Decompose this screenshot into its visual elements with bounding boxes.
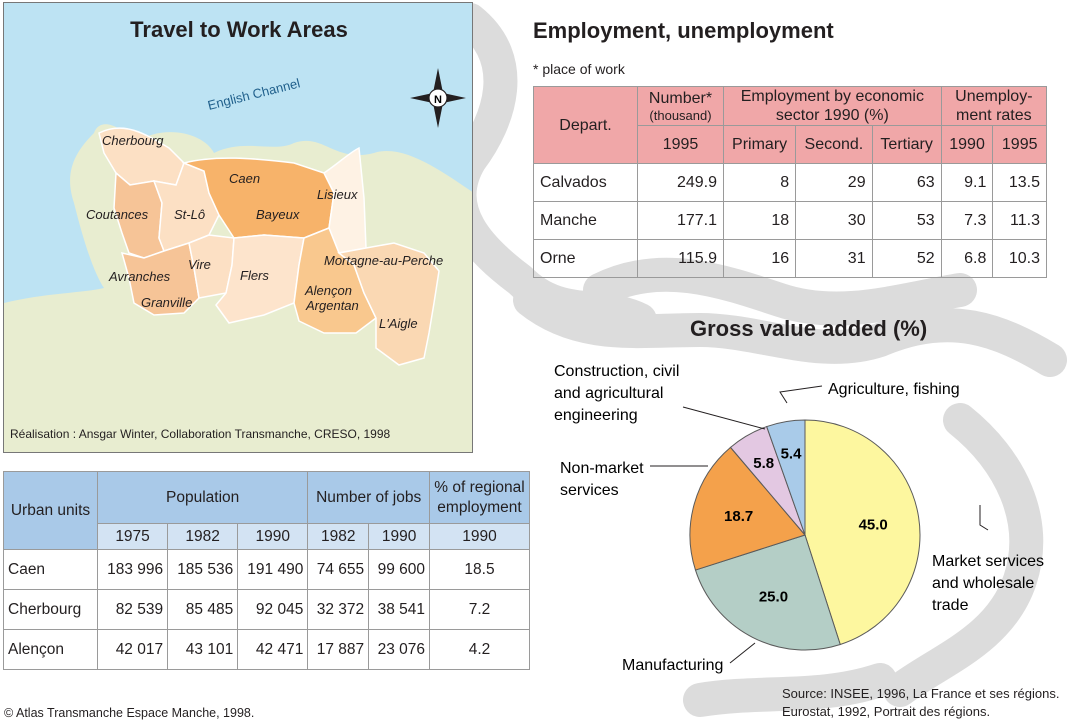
cell-tertiary: 53 [872, 202, 941, 240]
cell-u1990: 9.1 [941, 164, 993, 202]
table-header-row [534, 87, 1047, 126]
cell-depart: Calvados [534, 164, 638, 202]
cell-pop-1982: 85 485 [168, 590, 238, 630]
area-label: Avranches [109, 269, 171, 284]
col-header: Population [98, 472, 308, 524]
cell-unit: Alençon [4, 630, 98, 670]
cell-pct: 7.2 [430, 590, 530, 630]
cell-number: 177.1 [638, 202, 724, 240]
leader-line [980, 505, 988, 530]
col-header: Depart. [534, 87, 638, 164]
table-row [4, 630, 530, 670]
cell-pop-1990: 42 471 [238, 630, 308, 670]
gross-value-pie-chart [540, 350, 1060, 690]
cell-unit: Cherbourg [4, 590, 98, 630]
col-header: 1990 [430, 524, 530, 550]
sea-label: English Channel [206, 75, 302, 113]
label-construction-1: Construction, civil [554, 363, 680, 380]
cell-primary: 8 [724, 164, 796, 202]
cell-primary: 18 [724, 202, 796, 240]
pie-value-label: 45.0 [858, 516, 888, 534]
area-label: Bayeux [256, 207, 300, 222]
area-label: Granville [141, 295, 193, 310]
col-header: 1990 [238, 524, 308, 550]
table-row [4, 550, 530, 590]
cell-u1995: 11.3 [993, 202, 1047, 240]
cell-primary: 16 [724, 240, 796, 278]
pie-slices [690, 420, 920, 650]
cell-tertiary: 52 [872, 240, 941, 278]
cell-pop-1990: 92 045 [238, 590, 308, 630]
label-market-2: and wholesale [932, 575, 1035, 592]
pie-value-label: 25.0 [758, 588, 789, 606]
cell-u1990: 7.3 [941, 202, 993, 240]
copyright: © Atlas Transmanche Espace Manche, 1998. [4, 706, 255, 720]
cell-pop-1990: 191 490 [238, 550, 308, 590]
cell-second: 30 [796, 202, 872, 240]
area-label: L'Aigle [379, 316, 418, 331]
cell-number: 115.9 [638, 240, 724, 278]
col-header: Tertiary [872, 126, 941, 164]
employment-table [533, 86, 1047, 278]
label-nonmarket-1: Non-market [560, 460, 644, 477]
col-header: 1990 [941, 126, 993, 164]
source-note: Source: INSEE, 1996, La France et ses régions. Eurostat, 1992, Portrait des régions. [782, 686, 1060, 719]
label-nonmarket-2: services [560, 482, 619, 499]
cell-jobs-1990: 38 541 [369, 590, 430, 630]
area-label: Alençon [305, 283, 352, 298]
cell-second: 29 [796, 164, 872, 202]
pie-value-label: 18.7 [724, 508, 754, 526]
col-header [638, 87, 724, 126]
cell-jobs-1982: 17 887 [308, 630, 369, 670]
col-header: Second. [796, 126, 872, 164]
number-header: Number* [648, 89, 713, 107]
area-label: Caen [229, 171, 261, 186]
area-label: St-Lô [174, 207, 206, 222]
label-construction-3: engineering [554, 407, 638, 424]
cell-pop-1982: 43 101 [168, 630, 238, 670]
map-title: Travel to Work Areas [130, 17, 348, 42]
col-header: 1995 [638, 126, 724, 164]
cell-u1995: 13.5 [993, 164, 1047, 202]
pie-value-label: 5.4 [780, 445, 802, 463]
table-row [534, 240, 1047, 278]
label-market-3: trade [932, 597, 969, 614]
area-label: Coutances [86, 207, 149, 222]
cell-unit: Caen [4, 550, 98, 590]
table-header-row [4, 472, 530, 524]
col-header: Number of jobs [308, 472, 430, 524]
area-label: Lisieux [317, 187, 358, 202]
label-agriculture: Agriculture, fishing [828, 381, 960, 398]
leader-line [730, 643, 755, 663]
label-market-1: Market services [932, 553, 1045, 570]
leader-line [683, 407, 765, 429]
pie-title: Gross value added (%) [690, 316, 928, 341]
col-header: Urban units [4, 472, 98, 550]
urban-units-table [3, 471, 530, 670]
col-header: 1982 [308, 524, 369, 550]
map-labels [4, 3, 473, 453]
table-row [534, 202, 1047, 240]
employment-title: Employment, unemployment [533, 18, 834, 43]
cell-number: 249.9 [638, 164, 724, 202]
cell-pop-1975: 42 017 [98, 630, 168, 670]
pie-value-label: 5.8 [753, 455, 775, 473]
col-header: 1995 [993, 126, 1047, 164]
label-manufacturing: Manufacturing [622, 657, 724, 674]
cell-pop-1982: 185 536 [168, 550, 238, 590]
cell-tertiary: 63 [872, 164, 941, 202]
map-credit: Réalisation : Ansgar Winter, Collaboration Transmanche, CRESO, 1998 [10, 427, 391, 441]
cell-pop-1975: 183 996 [98, 550, 168, 590]
area-label: Flers [240, 268, 269, 283]
cell-pct: 4.2 [430, 630, 530, 670]
cell-pct: 18.5 [430, 550, 530, 590]
col-header: 1990 [369, 524, 430, 550]
label-construction-2: and agricultural [554, 385, 664, 402]
col-header: Employment by economic sector 1990 (%) [724, 87, 942, 126]
col-header: 1982 [168, 524, 238, 550]
cell-depart: Manche [534, 202, 638, 240]
cell-second: 31 [796, 240, 872, 278]
area-label: Cherbourg [102, 133, 164, 148]
area-label: Argentan [306, 298, 359, 313]
travel-to-work-map [3, 2, 473, 453]
cell-u1995: 10.3 [993, 240, 1047, 278]
cell-jobs-1982: 32 372 [308, 590, 369, 630]
cell-jobs-1990: 23 076 [369, 630, 430, 670]
area-label: Mortagne-au-Perche [324, 253, 444, 268]
col-header: Unemploy-ment rates [941, 87, 1046, 126]
cell-jobs-1990: 99 600 [369, 550, 430, 590]
area-label: Vire [188, 257, 211, 272]
col-header: 1975 [98, 524, 168, 550]
number-unit: (thousand) [649, 107, 712, 123]
col-header: Primary [724, 126, 796, 164]
table-row [4, 590, 530, 630]
leader-line [780, 386, 822, 403]
col-header: % of regional employment [430, 472, 530, 524]
compass-letter: N [434, 94, 442, 106]
cell-jobs-1982: 74 655 [308, 550, 369, 590]
employment-note: * place of work [533, 61, 625, 77]
cell-u1990: 6.8 [941, 240, 993, 278]
table-row [534, 164, 1047, 202]
cell-depart: Orne [534, 240, 638, 278]
cell-pop-1975: 82 539 [98, 590, 168, 630]
